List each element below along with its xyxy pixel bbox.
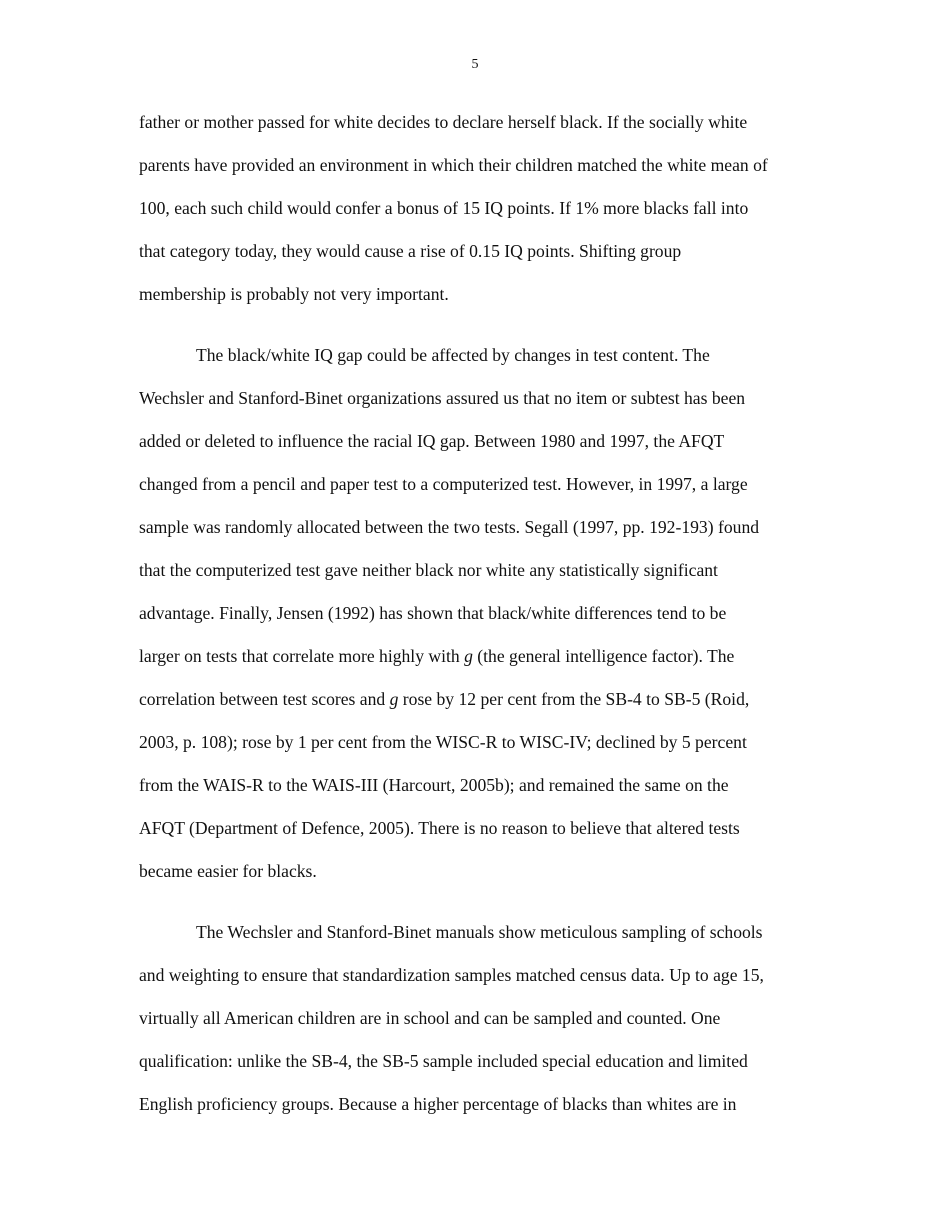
text-line: virtually all American children are in school and can be sampled and counted. One bbox=[139, 1008, 721, 1028]
text-line: that the computerized test gave neither black nor white any statistically significant bbox=[139, 560, 718, 580]
text-line: that category today, they would cause a rise of 0.15 IQ points. Shifting group bbox=[139, 241, 682, 261]
text-line: 2003, p. 108); rose by 1 per cent from the WISC-R to WISC-IV; declined by 5 percent bbox=[139, 732, 747, 752]
text-line: changed from a pencil and paper test to a computerized test. However, in 1997, a large bbox=[139, 474, 748, 494]
text-line: qualification: unlike the SB-4, the SB-5 sample included special education and limited bbox=[139, 1051, 748, 1071]
italic-g: g bbox=[389, 689, 399, 709]
text-fragment: rose by 12 per cent from the SB-4 to SB-5 (Roid, bbox=[398, 689, 750, 709]
page-number: 5 bbox=[471, 57, 479, 72]
text-line: The black/white IQ gap could be affected by changes in test content. The bbox=[196, 345, 710, 365]
text-line bbox=[139, 678, 819, 721]
text-line: from the WAIS-R to the WAIS-III (Harcourt, 2005b); and remained the same on the bbox=[139, 775, 729, 795]
text-line bbox=[139, 635, 819, 678]
text-line: and weighting to ensure that standardization samples matched census data. Up to age 15, bbox=[139, 965, 764, 985]
text-line: became easier for blacks. bbox=[139, 861, 317, 881]
text-line: 100, each such child would confer a bonus of 15 IQ points. If 1% more blacks fall into bbox=[139, 198, 749, 218]
text-fragment: larger on tests that correlate more highly with bbox=[139, 646, 465, 666]
text-line: sample was randomly allocated between the two tests. Segall (1997, pp. 192-193) found bbox=[139, 517, 760, 537]
paragraph-sampling bbox=[139, 911, 819, 1126]
text-line: Wechsler and Stanford-Binet organizations assured us that no item or subtest has been bbox=[139, 388, 746, 408]
body-text bbox=[139, 101, 819, 1126]
paragraph-test-content bbox=[139, 334, 819, 893]
text-line: added or deleted to influence the racial IQ gap. Between 1980 and 1997, the AFQT bbox=[139, 431, 725, 451]
text-fragment: correlation between test scores and bbox=[139, 689, 390, 709]
text-line: membership is probably not very important. bbox=[139, 284, 449, 304]
italic-g: g bbox=[464, 646, 473, 666]
text-fragment: (the general intelligence factor). The bbox=[472, 646, 735, 666]
text-line: English proficiency groups. Because a higher percentage of blacks than whites are in bbox=[139, 1094, 737, 1114]
text-line: parents have provided an environment in which their children matched the white mean of bbox=[139, 155, 768, 175]
text-line: advantage. Finally, Jensen (1992) has shown that black/white differences tend to be bbox=[139, 603, 727, 623]
paragraph-continued bbox=[139, 101, 819, 316]
text-line: father or mother passed for white decides to declare herself black. If the socially white bbox=[139, 112, 748, 132]
text-line: The Wechsler and Stanford-Binet manuals show meticulous sampling of schools bbox=[196, 922, 763, 942]
text-line: AFQT (Department of Defence, 2005). There is no reason to believe that altered tests bbox=[139, 818, 740, 838]
